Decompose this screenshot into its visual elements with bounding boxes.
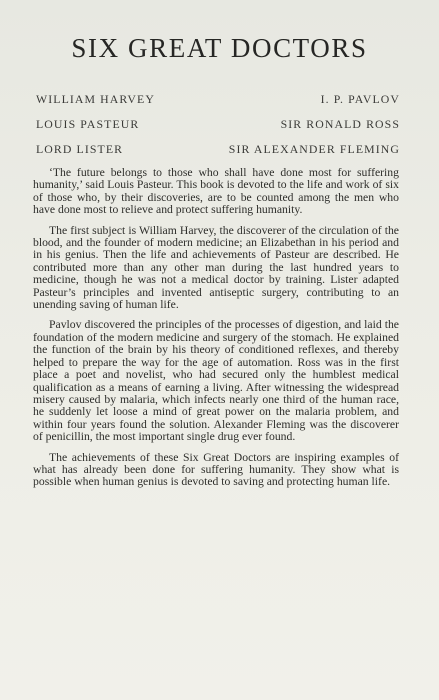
doctor-name-row — [36, 137, 400, 162]
doctor-name: I. P. PAVLOV — [320, 92, 400, 106]
doctor-name: LOUIS PASTEUR — [36, 117, 140, 131]
doctor-name-row — [36, 87, 400, 112]
blurb-paragraph: The achievements of these Six Great Doctors are inspiring examples of what has already been done for suffering humanity. They show what is possible when human genius is devoted to saving and protecting human life. — [33, 450, 399, 489]
doctor-name: WILLIAM HARVEY — [36, 92, 155, 106]
blurb-paragraph: ‘The future belongs to those who shall have done most for suffering humanity,’ said Louis Pasteur. This book is devoted to the life and work of six of those who, by their discoveries, are to be counted among the men who have done most to relieve and protect suffering humanity. — [33, 166, 399, 217]
book-title: SIX GREAT DOCTORS — [71, 33, 368, 63]
doctor-name: LORD LISTER — [36, 142, 124, 156]
doctor-name: SIR RONALD ROSS — [280, 117, 400, 131]
blurb-paragraph: The first subject is William Harvey, the discoverer of the circulation of the blood, and the founder of modern medicine; an Elizabethan in his period and in his genius. Then the life and achievements of Pasteur are described. He contributed more than any other man during the last hundred years to medicine, though he was not a medical doctor by training. Lister adapted Pasteur’s principles and invented antiseptic surgery, contributing to an unending saving of human life. — [33, 223, 399, 312]
doctor-name-list — [36, 87, 400, 162]
blurb-text — [33, 167, 399, 497]
doctor-name-row — [36, 112, 400, 137]
blurb-paragraph: Pavlov discovered the principles of the processes of digestion, and laid the foundation of the modern medicine and surgery of the stomach. He explained the function of the brain by his theory of conditioned reflexes, and thereby helped to prepare the way for the age of automation. Ross was in the first place a poet and novelist, who had secured only the humblest medical qualification as a means of earning a living. After witnessing the widespread misery caused by malaria, which infects nearly one third of the human race, he suddenly let loose a mind of great power on the malaria problem, and within four years found the solution. Alexander Fleming was the discoverer of penicillin, the most important single drug ever found. — [33, 318, 399, 444]
doctor-name: SIR ALEXANDER FLEMING — [228, 142, 400, 156]
